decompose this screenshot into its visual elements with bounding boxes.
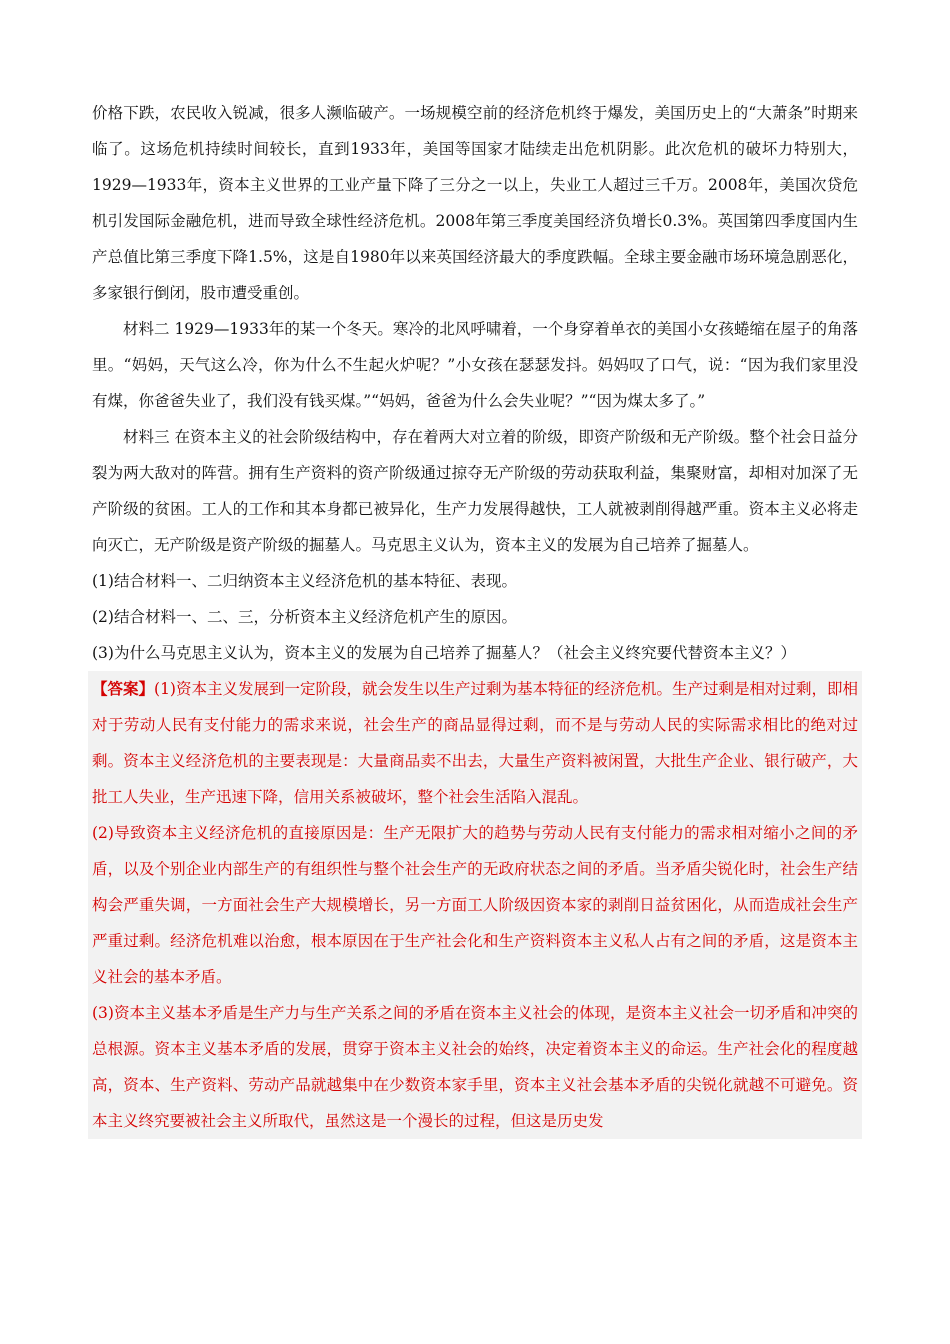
material-2: 材料二 1929—1933年的某一个冬天。寒冷的北风呼啸着，一个身穿着单衣的美国小女孩蜷缩在屋子的角落里。“妈妈，天气这么冷，你为什么不生起火炉呢？”小女孩在瑟瑟发抖。妈妈叹了口气，说：“因为我们家里没有煤，你爸爸失业了，我们没有钱买煤。”“妈妈，爸爸为什么会失业呢？”“因为煤太多了。” [92,320,858,410]
material-1-continuation: 价格下跌，农民收入锐减，很多人濒临破产。一场规模空前的经济危机终于爆发，美国历史上的“大萧条”时期来临了。这场危机持续时间较长，直到1933年，美国等国家才陆续走出危机阴影。此次危机的破坏力特别大，1929—1933年，资本主义世界的工业产量下降了三分之一以上，失业工人超过三千万。2008年，美国次贷危机引发国际金融危机，进而导致全球性经济危机。2008年第三季度美国经济负增长0.3%。英国第四季度国内生产总值比第三季度下降1.5%，这是自1980年以来英国经济最大的季度跌幅。全球主要金融市场环境急剧恶化，多家银行倒闭，股市遭受重创。 [92,104,858,302]
answer-tag: 【答案】 [92,679,155,698]
answer-block [88,671,862,1139]
answer-2: (2)导致资本主义经济危机的直接原因是：生产无限扩大的趋势与劳动人民有支付能力的需求相对缩小之间的矛盾，以及个别企业内部生产的有组织性与整个社会生产的无政府状态之间的矛盾。当矛盾尖锐化时，社会生产结构会严重失调，一方面社会生产大规模增长，另一方面工人阶级因资本家的剥削日益贫困化，从而造成社会生产严重过剩。经济危机难以治愈，根本原因在于生产社会化和生产资料资本主义私人占有之间的矛盾，这是资本主义社会的基本矛盾。 [92,824,858,986]
question-1: (1)结合材料一、二归纳资本主义经济危机的基本特征、表现。 [92,572,517,590]
question-3: (3)为什么马克思主义认为，资本主义的发展为自己培养了掘墓人？（社会主义终究要代替资本主义？） [92,644,796,662]
document-page [92,95,858,1139]
answer-3: (3)资本主义基本矛盾是生产力与生产关系之间的矛盾在资本主义社会的体现，是资本主义社会一切矛盾和冲突的总根源。资本主义基本矛盾的发展，贯穿于资本主义社会的始终，决定着资本主义的命运。生产社会化的程度越高，资本、生产资料、劳动产品就越集中在少数资本家手里，资本主义社会基本矛盾的尖锐化就越不可避免。资本主义终究要被社会主义所取代，虽然这是一个漫长的过程，但这是历史发 [92,1004,858,1130]
material-3: 材料三 在资本主义的社会阶级结构中，存在着两大对立着的阶级，即资产阶级和无产阶级。整个社会日益分裂为两大敌对的阵营。拥有生产资料的资产阶级通过掠夺无产阶级的劳动获取利益，集聚财富，却相对加深了无产阶级的贫困。工人的工作和其本身都已被异化，生产力发展得越快，工人就被剥削得越严重。资本主义必将走向灭亡，无产阶级是资产阶级的掘墓人。马克思主义认为，资本主义的发展为自己培养了掘墓人。 [92,428,858,554]
answer-1 [92,671,858,815]
answer-1-text: (1)资本主义发展到一定阶段，就会发生以生产过剩为基本特征的经济危机。生产过剩是相对过剩，即相对于劳动人民有支付能力的需求来说，社会生产的商品显得过剩，而不是与劳动人民的实际需求相比的绝对过剩。资本主义经济危机的主要表现是：大量商品卖不出去，大量生产资料被闲置，大批生产企业、银行破产，大批工人失业，生产迅速下降，信用关系被破坏，整个社会生活陷入混乱。 [92,680,858,806]
question-2: (2)结合材料一、二、三，分析资本主义经济危机产生的原因。 [92,608,517,626]
